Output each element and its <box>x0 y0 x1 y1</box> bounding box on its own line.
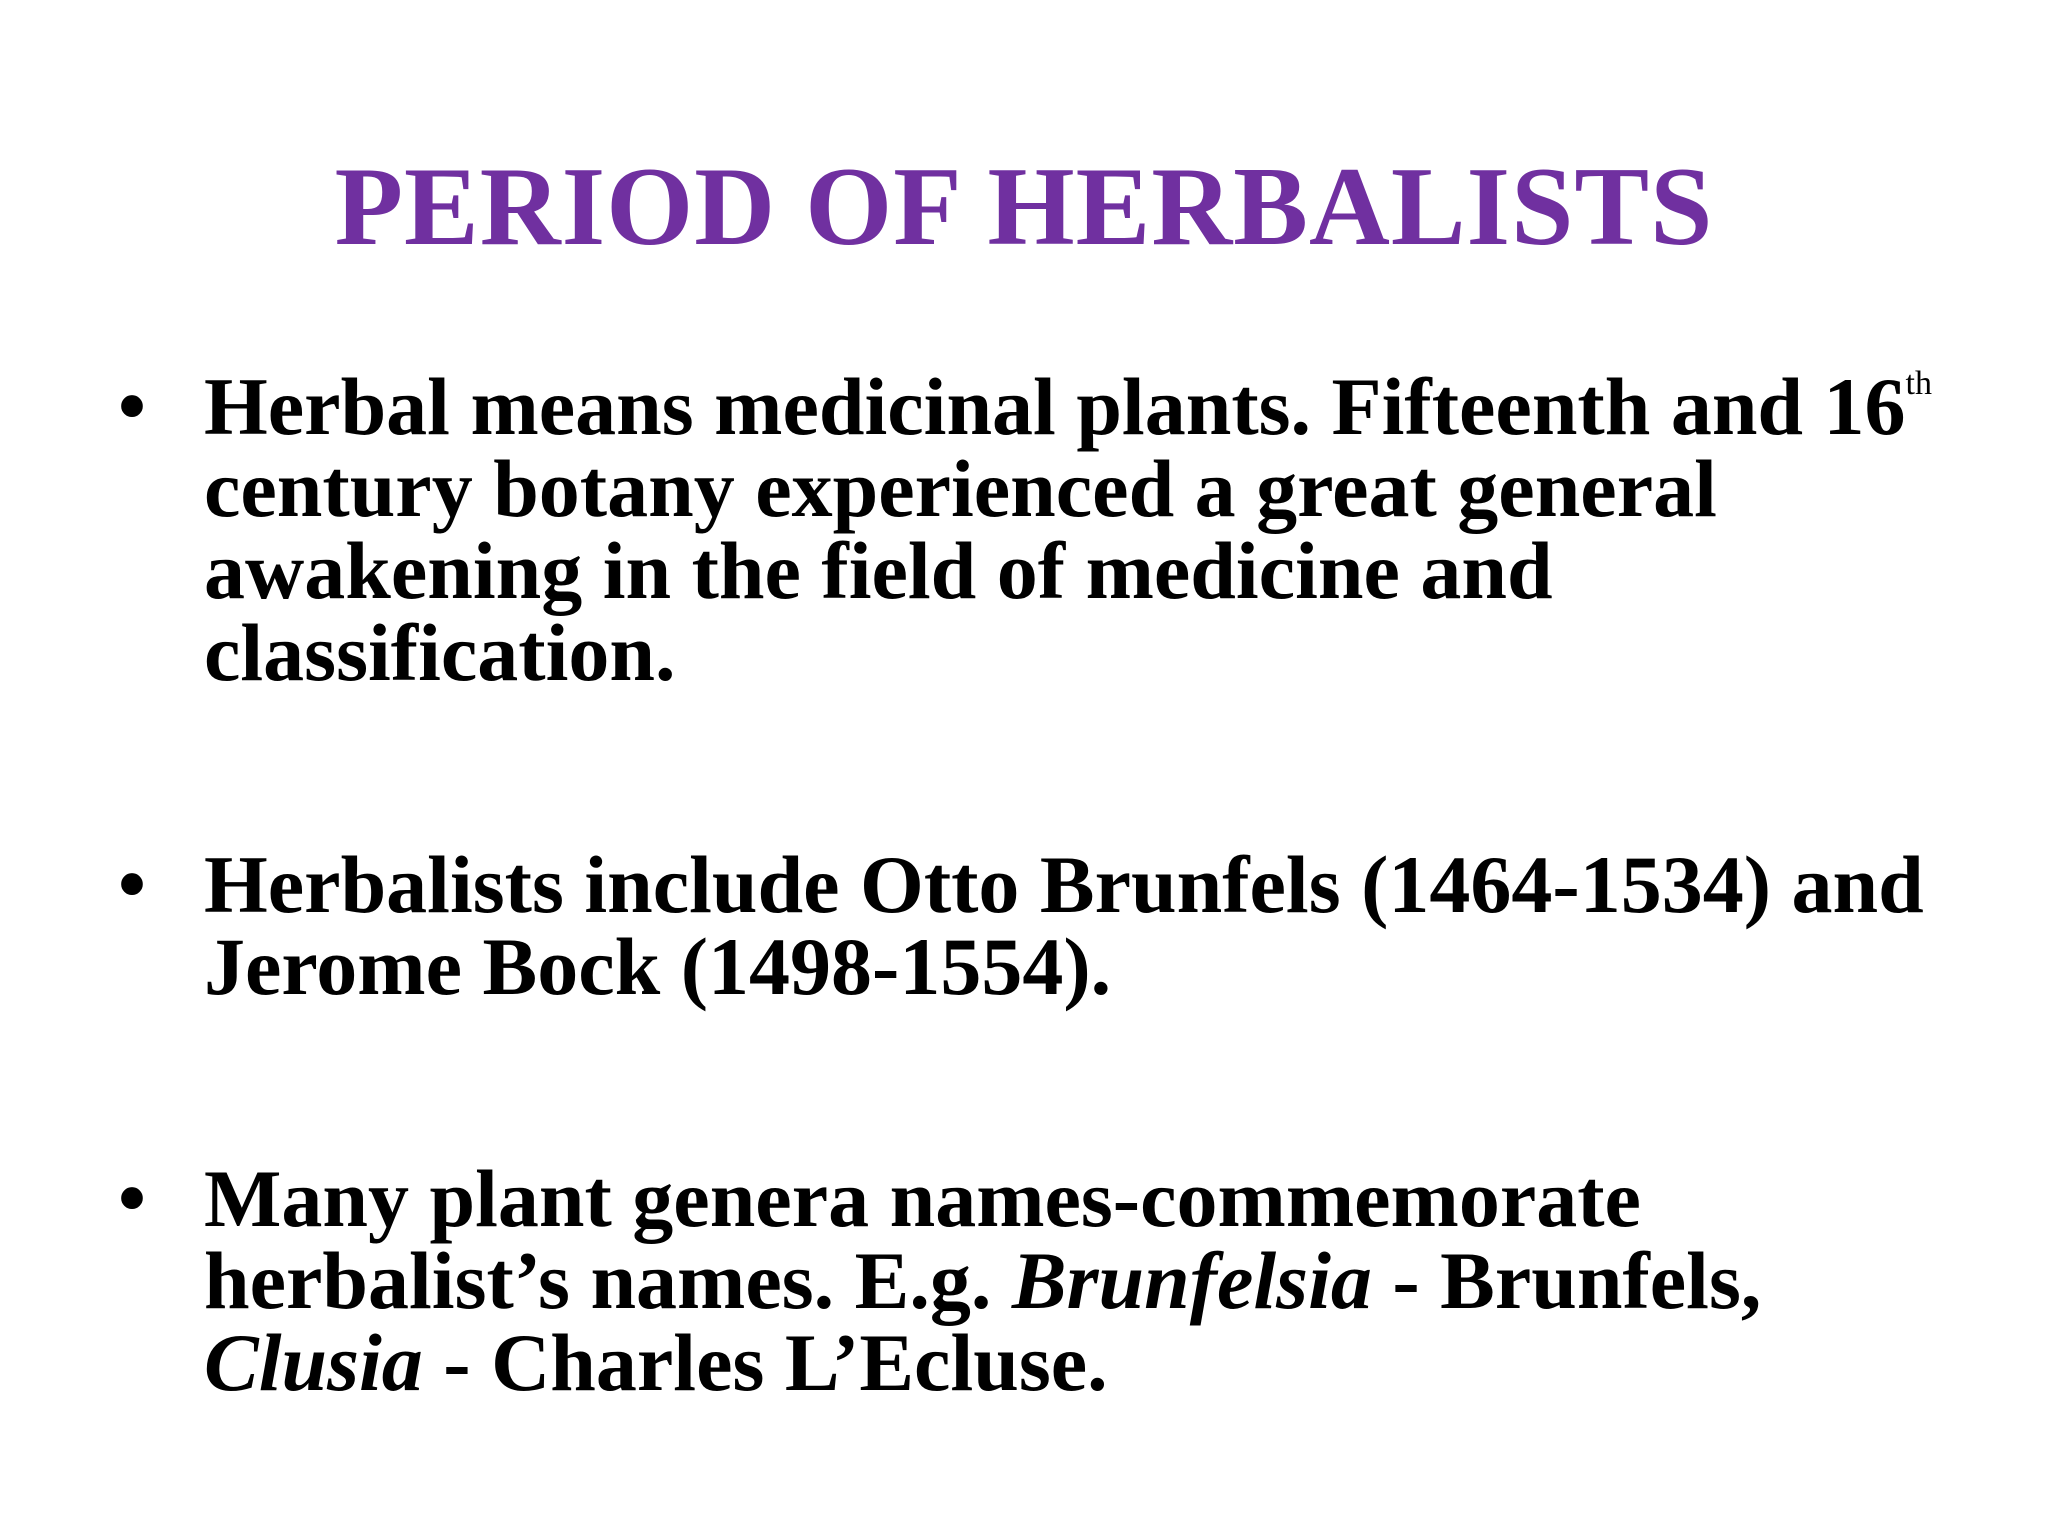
bullet-text: Herbalists include Otto Brunfels (1464-1534) and Jerome Bock (1498-1554). <box>204 839 1924 1012</box>
bullet-item-genera <box>118 1153 1998 1408</box>
bullet-text: Herbal means medicinal plants. Fifteenth and 16 <box>204 361 1906 452</box>
bullet-text: - Brunfels, <box>1371 1235 1762 1326</box>
bullet-text: Many plant genera names-commemorate herbalist’s names. E.g. <box>204 1153 1641 1326</box>
slide-title: PERIOD OF HERBALISTS <box>334 145 1714 269</box>
bullet-icon: • <box>118 363 147 451</box>
bullet-list <box>118 361 1998 1408</box>
bullet-text: century botany experienced a great general awakening in the field of medicine and classification. <box>204 443 1717 698</box>
genus-name-clusia: Clusia <box>204 1317 423 1408</box>
bullet-item-herbal <box>118 361 1998 698</box>
genus-name-brunfelsia: Brunfelsia <box>1011 1235 1372 1326</box>
ordinal-superscript: th <box>1905 365 1932 402</box>
bullet-text: - Charles L’Ecluse. <box>422 1317 1108 1408</box>
bullet-item-herbalists <box>118 839 1998 1012</box>
bullet-icon: • <box>118 841 147 929</box>
bullet-icon: • <box>118 1155 147 1243</box>
